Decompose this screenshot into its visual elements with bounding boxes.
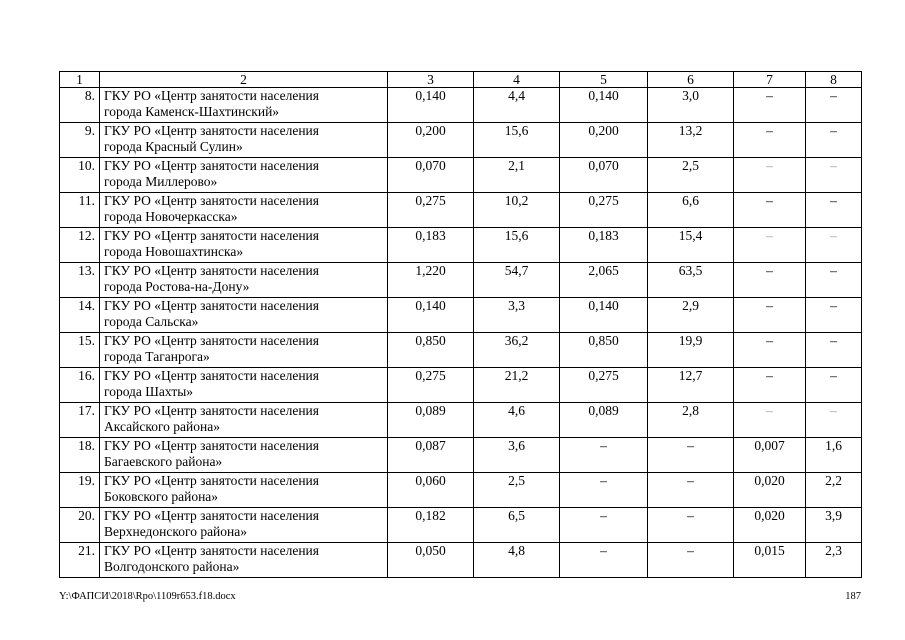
value-c5: 0,275 bbox=[560, 193, 648, 228]
value-c8: – bbox=[806, 228, 862, 263]
header-row bbox=[60, 72, 862, 88]
organization-name-line: города Ростова-на-Дону» bbox=[104, 279, 250, 294]
value-c8: – bbox=[806, 123, 862, 158]
organization-name-line: ГКУ РО «Центр занятости населения bbox=[104, 298, 319, 313]
value-c4: 15,6 bbox=[474, 123, 560, 158]
value-c5: – bbox=[560, 473, 648, 508]
organization-name-line: Верхнедонского района» bbox=[104, 524, 248, 539]
value-c8: – bbox=[806, 403, 862, 438]
value-c3: 0,200 bbox=[388, 123, 474, 158]
organization-name-line: Волгодонского района» bbox=[104, 559, 240, 574]
organization-name-line: ГКУ РО «Центр занятости населения bbox=[104, 228, 319, 243]
header-col-3: 3 bbox=[388, 72, 474, 88]
value-c5: 0,089 bbox=[560, 403, 648, 438]
value-c5: – bbox=[560, 508, 648, 543]
value-c6: – bbox=[648, 543, 734, 578]
value-c8: – bbox=[806, 333, 862, 368]
row-number: 16. bbox=[60, 368, 100, 403]
value-c7: – bbox=[734, 88, 806, 123]
value-c4: 10,2 bbox=[474, 193, 560, 228]
row-number: 11. bbox=[60, 193, 100, 228]
table-row bbox=[60, 88, 862, 123]
organization-name-line: Багаевского района» bbox=[104, 454, 223, 469]
value-c6: 19,9 bbox=[648, 333, 734, 368]
value-c7: – bbox=[734, 333, 806, 368]
value-c8: 1,6 bbox=[806, 438, 862, 473]
value-c3: 0,060 bbox=[388, 473, 474, 508]
value-c6: 13,2 bbox=[648, 123, 734, 158]
value-c8: – bbox=[806, 298, 862, 333]
value-c7: 0,020 bbox=[734, 508, 806, 543]
row-number: 10. bbox=[60, 158, 100, 193]
organization-name-line: Боковского района» bbox=[104, 489, 219, 504]
organization-name-line: ГКУ РО «Центр занятости населения bbox=[104, 123, 319, 138]
value-c6: 2,5 bbox=[648, 158, 734, 193]
data-table bbox=[59, 71, 862, 578]
row-number: 15. bbox=[60, 333, 100, 368]
value-c7: – bbox=[734, 263, 806, 298]
row-number: 8. bbox=[60, 88, 100, 123]
organization-name bbox=[100, 543, 388, 578]
table-row bbox=[60, 193, 862, 228]
value-c4: 4,6 bbox=[474, 403, 560, 438]
table-row bbox=[60, 473, 862, 508]
value-c5: – bbox=[560, 543, 648, 578]
row-number: 13. bbox=[60, 263, 100, 298]
value-c7: – bbox=[734, 298, 806, 333]
organization-name bbox=[100, 508, 388, 543]
value-c3: 0,089 bbox=[388, 403, 474, 438]
organization-name-line: города Новошахтинска» bbox=[104, 244, 244, 259]
value-c7: 0,007 bbox=[734, 438, 806, 473]
value-c4: 15,6 bbox=[474, 228, 560, 263]
value-c8: – bbox=[806, 88, 862, 123]
value-c7: – bbox=[734, 158, 806, 193]
table-row bbox=[60, 438, 862, 473]
value-c5: 0,140 bbox=[560, 88, 648, 123]
organization-name-line: ГКУ РО «Центр занятости населения bbox=[104, 543, 319, 558]
value-c4: 2,1 bbox=[474, 158, 560, 193]
value-c8: 3,9 bbox=[806, 508, 862, 543]
organization-name-line: города Сальска» bbox=[104, 314, 199, 329]
value-c5: 0,183 bbox=[560, 228, 648, 263]
organization-name-line: города Красный Сулин» bbox=[104, 139, 243, 154]
value-c7: 0,015 bbox=[734, 543, 806, 578]
value-c3: 0,850 bbox=[388, 333, 474, 368]
table-row bbox=[60, 508, 862, 543]
table-body bbox=[60, 88, 862, 578]
organization-name-line: города Каменск-Шахтинский» bbox=[104, 104, 280, 119]
row-number: 17. bbox=[60, 403, 100, 438]
row-number: 18. bbox=[60, 438, 100, 473]
organization-name-line: ГКУ РО «Центр занятости населения bbox=[104, 403, 319, 418]
value-c5: 0,275 bbox=[560, 368, 648, 403]
value-c5: 0,200 bbox=[560, 123, 648, 158]
organization-name-line: города Новочеркасска» bbox=[104, 209, 238, 224]
value-c7: 0,020 bbox=[734, 473, 806, 508]
value-c8: – bbox=[806, 368, 862, 403]
value-c5: 0,850 bbox=[560, 333, 648, 368]
page-number: 187 bbox=[845, 591, 861, 602]
table-header bbox=[60, 72, 862, 88]
value-c4: 54,7 bbox=[474, 263, 560, 298]
value-c4: 2,5 bbox=[474, 473, 560, 508]
organization-name bbox=[100, 438, 388, 473]
footer-file-path: Y:\ФАПСИ\2018\Rpo\1109r653.f18.docx bbox=[59, 591, 236, 602]
row-number: 14. bbox=[60, 298, 100, 333]
value-c3: 1,220 bbox=[388, 263, 474, 298]
organization-name-line: ГКУ РО «Центр занятости населения bbox=[104, 438, 319, 453]
organization-name bbox=[100, 333, 388, 368]
value-c3: 0,183 bbox=[388, 228, 474, 263]
value-c7: – bbox=[734, 228, 806, 263]
row-number: 12. bbox=[60, 228, 100, 263]
header-col-7: 7 bbox=[734, 72, 806, 88]
value-c6: 12,7 bbox=[648, 368, 734, 403]
value-c6: 63,5 bbox=[648, 263, 734, 298]
table-row bbox=[60, 228, 862, 263]
table-row bbox=[60, 298, 862, 333]
table-row bbox=[60, 263, 862, 298]
organization-name-line: города Миллерово» bbox=[104, 174, 218, 189]
header-col-2: 2 bbox=[100, 72, 388, 88]
value-c7: – bbox=[734, 403, 806, 438]
organization-name bbox=[100, 123, 388, 158]
organization-name-line: ГКУ РО «Центр занятости населения bbox=[104, 333, 319, 348]
value-c4: 4,4 bbox=[474, 88, 560, 123]
value-c6: 2,9 bbox=[648, 298, 734, 333]
value-c6: 6,6 bbox=[648, 193, 734, 228]
table-row bbox=[60, 158, 862, 193]
organization-name bbox=[100, 473, 388, 508]
header-col-6: 6 bbox=[648, 72, 734, 88]
organization-name bbox=[100, 403, 388, 438]
value-c3: 0,050 bbox=[388, 543, 474, 578]
value-c6: – bbox=[648, 438, 734, 473]
value-c8: 2,3 bbox=[806, 543, 862, 578]
row-number: 9. bbox=[60, 123, 100, 158]
value-c4: 3,6 bbox=[474, 438, 560, 473]
organization-name-line: города Таганрога» bbox=[104, 349, 210, 364]
value-c5: 0,070 bbox=[560, 158, 648, 193]
value-c8: – bbox=[806, 263, 862, 298]
value-c8: – bbox=[806, 193, 862, 228]
organization-name-line: Аксайского района» bbox=[104, 419, 220, 434]
organization-name-line: ГКУ РО «Центр занятости населения bbox=[104, 508, 319, 523]
organization-name-line: ГКУ РО «Центр занятости населения bbox=[104, 158, 319, 173]
organization-name-line: ГКУ РО «Центр занятости населения bbox=[104, 193, 319, 208]
row-number: 20. bbox=[60, 508, 100, 543]
header-col-4: 4 bbox=[474, 72, 560, 88]
value-c4: 36,2 bbox=[474, 333, 560, 368]
value-c6: 3,0 bbox=[648, 88, 734, 123]
value-c3: 0,087 bbox=[388, 438, 474, 473]
table-row bbox=[60, 543, 862, 578]
row-number: 19. bbox=[60, 473, 100, 508]
organization-name bbox=[100, 228, 388, 263]
value-c3: 0,140 bbox=[388, 88, 474, 123]
organization-name bbox=[100, 368, 388, 403]
value-c4: 4,8 bbox=[474, 543, 560, 578]
header-col-1: 1 bbox=[60, 72, 100, 88]
value-c4: 6,5 bbox=[474, 508, 560, 543]
organization-name bbox=[100, 298, 388, 333]
value-c5: – bbox=[560, 438, 648, 473]
value-c3: 0,275 bbox=[388, 193, 474, 228]
organization-name bbox=[100, 193, 388, 228]
value-c6: 15,4 bbox=[648, 228, 734, 263]
value-c8: – bbox=[806, 158, 862, 193]
value-c5: 2,065 bbox=[560, 263, 648, 298]
value-c3: 0,275 bbox=[388, 368, 474, 403]
value-c7: – bbox=[734, 368, 806, 403]
organization-name bbox=[100, 88, 388, 123]
header-col-5: 5 bbox=[560, 72, 648, 88]
value-c5: 0,140 bbox=[560, 298, 648, 333]
organization-name-line: ГКУ РО «Центр занятости населения bbox=[104, 368, 319, 383]
table-row bbox=[60, 333, 862, 368]
value-c6: – bbox=[648, 508, 734, 543]
value-c3: 0,070 bbox=[388, 158, 474, 193]
organization-name-line: ГКУ РО «Центр занятости населения bbox=[104, 263, 319, 278]
table-row bbox=[60, 403, 862, 438]
value-c4: 3,3 bbox=[474, 298, 560, 333]
value-c8: 2,2 bbox=[806, 473, 862, 508]
value-c6: – bbox=[648, 473, 734, 508]
organization-name-line: ГКУ РО «Центр занятости населения bbox=[104, 88, 319, 103]
organization-name bbox=[100, 263, 388, 298]
value-c3: 0,140 bbox=[388, 298, 474, 333]
value-c7: – bbox=[734, 193, 806, 228]
value-c4: 21,2 bbox=[474, 368, 560, 403]
header-col-8: 8 bbox=[806, 72, 862, 88]
value-c3: 0,182 bbox=[388, 508, 474, 543]
organization-name-line: города Шахты» bbox=[104, 384, 194, 399]
organization-name-line: ГКУ РО «Центр занятости населения bbox=[104, 473, 319, 488]
value-c7: – bbox=[734, 123, 806, 158]
table-row bbox=[60, 123, 862, 158]
value-c6: 2,8 bbox=[648, 403, 734, 438]
row-number: 21. bbox=[60, 543, 100, 578]
organization-name bbox=[100, 158, 388, 193]
table-row bbox=[60, 368, 862, 403]
